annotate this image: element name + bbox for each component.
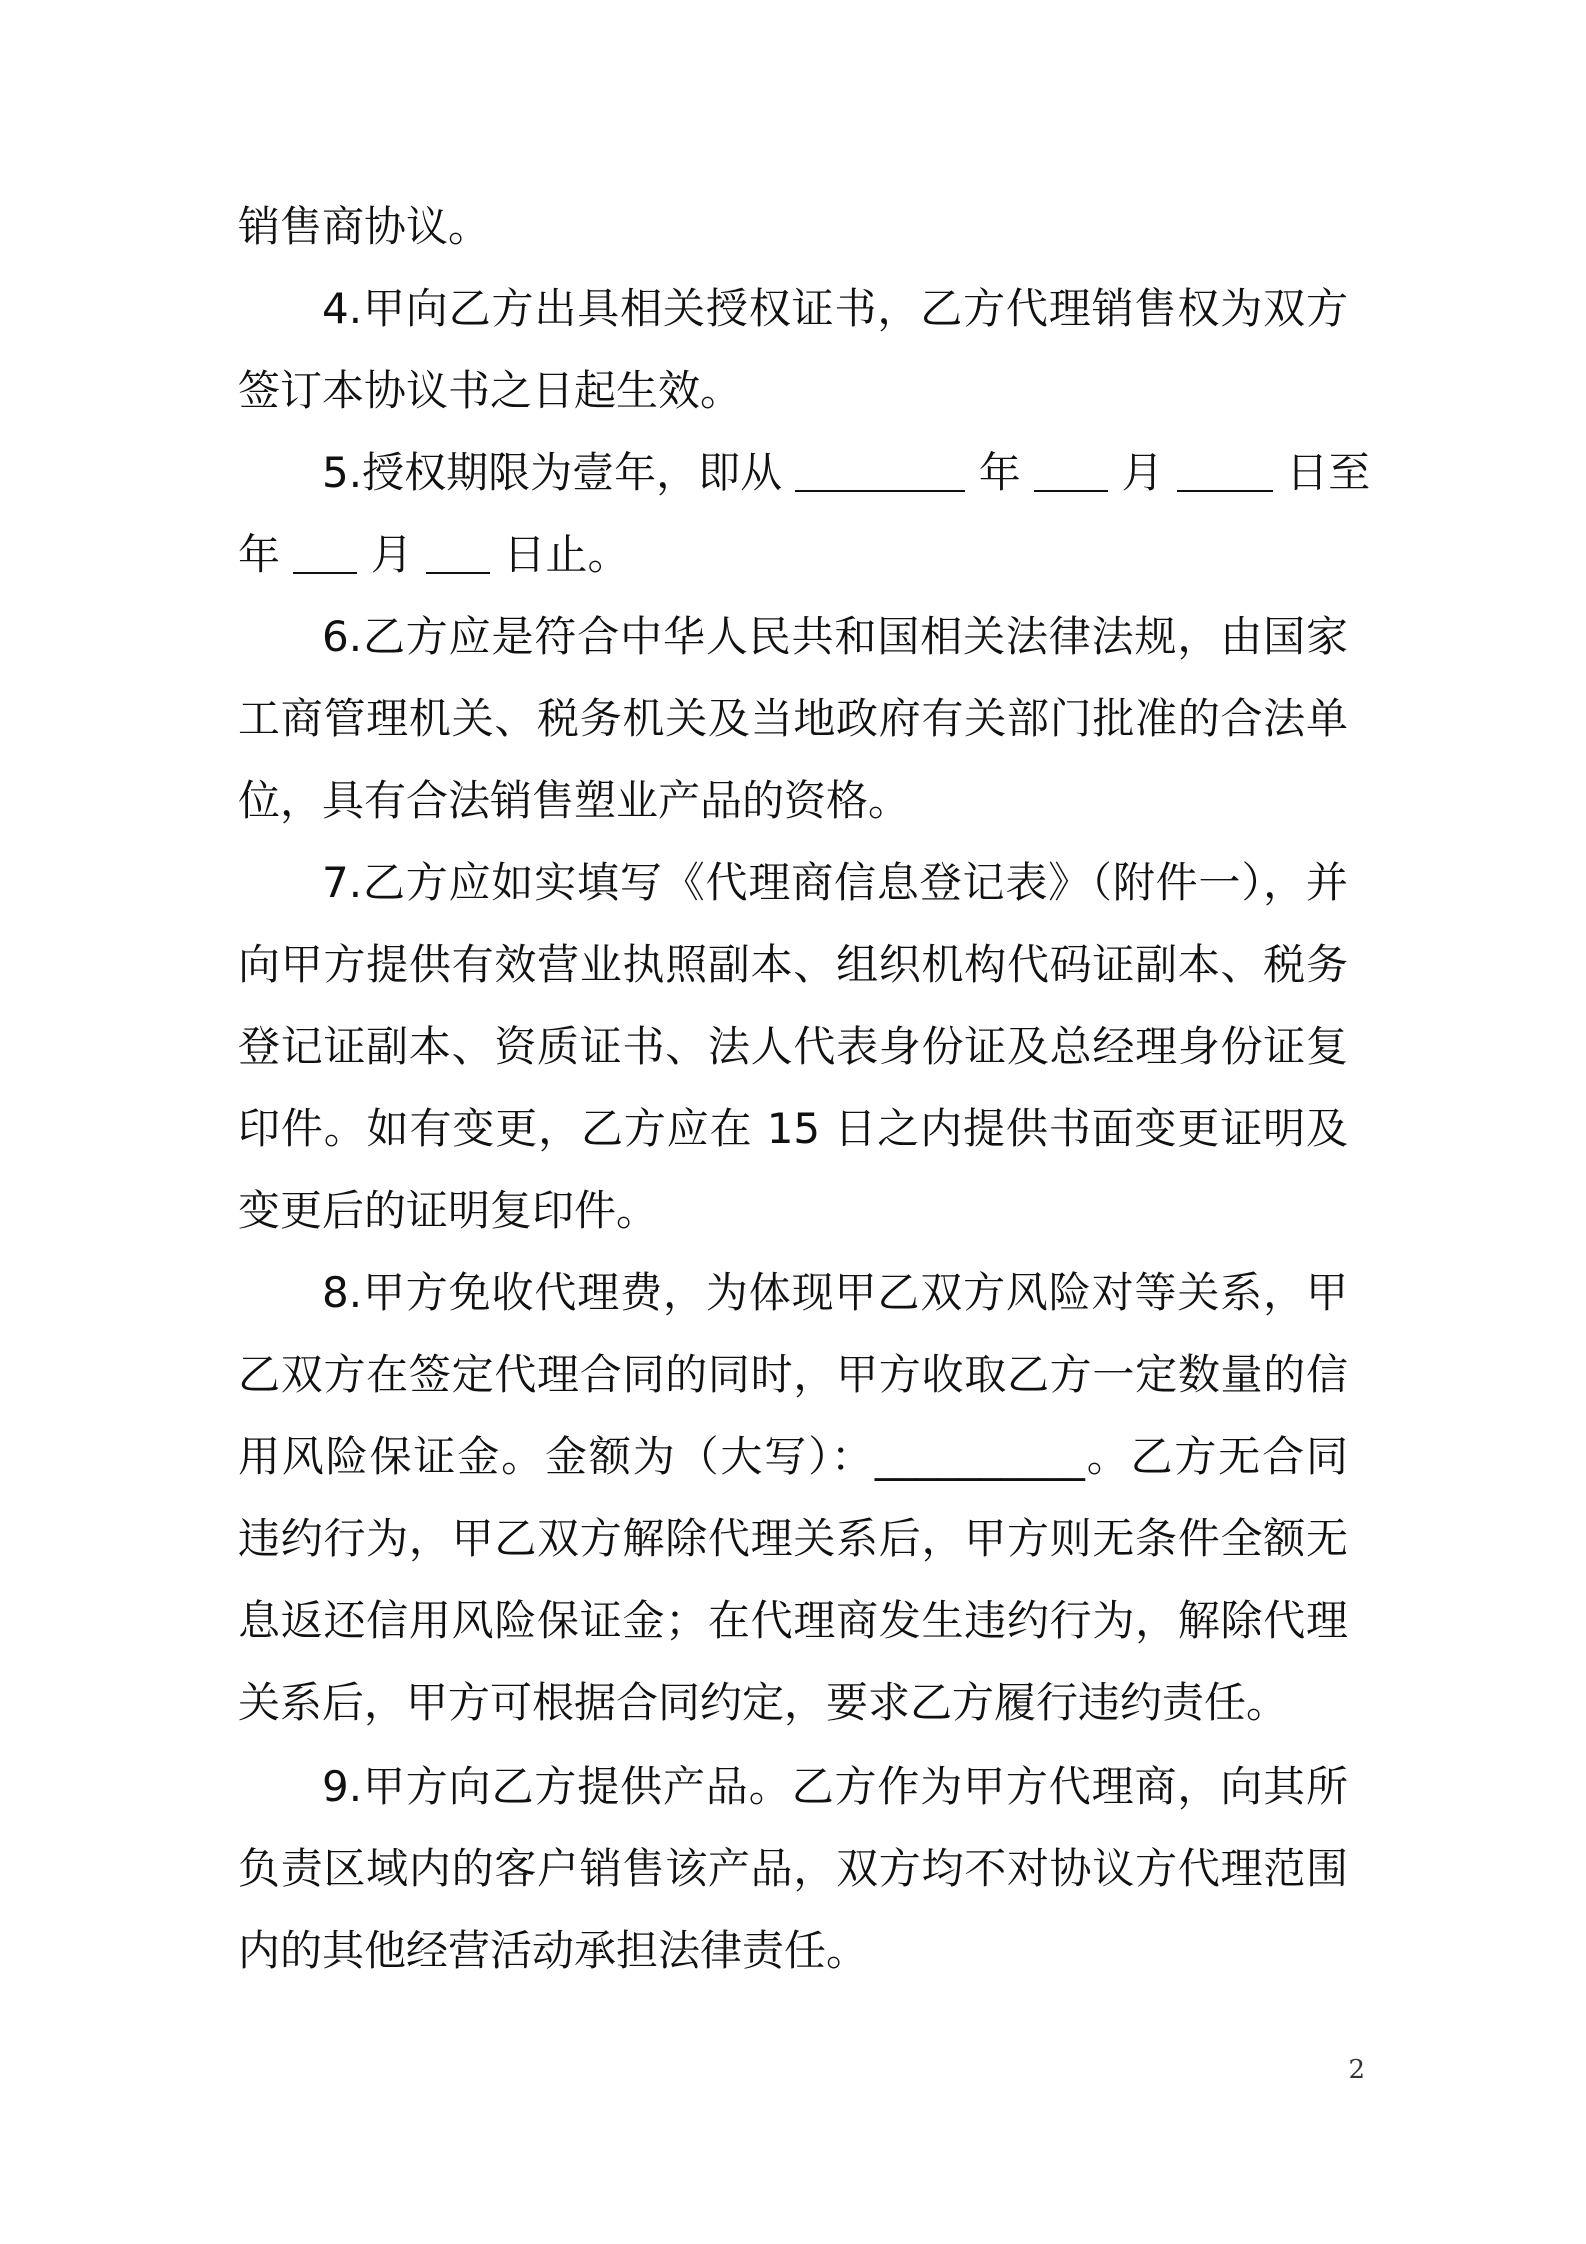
paragraph-line: 负责区域内的客户销售该产品，双方均不对协议方代理范围: [238, 1844, 1348, 1893]
paragraph-line: 关系后，甲方可根据合同约定，要求乙方履行违约责任。: [238, 1678, 1289, 1727]
term-prefix: 5.授权期限为壹年，即从: [322, 448, 783, 497]
end-month-blank[interactable]: [293, 520, 357, 574]
term-month-label: 月: [1121, 448, 1164, 497]
paragraph-line: 9.甲方向乙方提供产品。乙方作为甲方代理商，向其所: [322, 1762, 1348, 1811]
paragraph-line: 6.乙方应是符合中华人民共和国相关法律法规，由国家: [322, 612, 1348, 661]
end-day-blank[interactable]: [426, 520, 490, 574]
paragraph-line: 位，具有合法销售塑业产品的资格。: [238, 776, 911, 825]
paragraph-line: 用风险保证金。金额为（大写）：__________。乙方无合同: [238, 1432, 1348, 1481]
authorization-term-line: [322, 438, 1371, 508]
paragraph-line: 印件。如有变更，乙方应在 15 日之内提供书面变更证明及: [238, 1104, 1348, 1153]
start-month-blank[interactable]: [1034, 438, 1108, 492]
paragraph-line: 违约行为，甲乙双方解除代理关系后，甲方则无条件全额无: [238, 1514, 1348, 1563]
paragraph-line: 4.甲向乙方出具相关授权证书，乙方代理销售权为双方: [322, 284, 1348, 333]
paragraph-line: 工商管理机关、税务机关及当地政府有关部门批准的合法单: [238, 694, 1348, 743]
paragraph-line: 7.乙方应如实填写《代理商信息登记表》（附件一），并: [322, 858, 1348, 907]
page-number: 2: [1348, 2055, 1365, 2085]
paragraph-line: 向甲方提供有效营业执照副本、组织机构代码证副本、税务: [238, 940, 1348, 989]
start-year-blank[interactable]: [795, 438, 965, 492]
authorization-term-line-end: [238, 520, 1348, 590]
paragraph-line: 内的其他经营活动承担法律责任。: [238, 1926, 869, 1975]
end-year-label: 年: [238, 530, 281, 579]
paragraph-line: 签订本协议书之日起生效。: [238, 366, 743, 415]
term-year-label: 年: [978, 448, 1021, 497]
paragraph-line: 登记证副本、资质证书、法人代表身份证及总经理身份证复: [238, 1022, 1348, 1071]
paragraph-line: 乙双方在签定代理合同的同时，甲方收取乙方一定数量的信: [238, 1350, 1348, 1399]
paragraph-line: 销售商协议。: [238, 202, 491, 251]
paragraph-line: 8.甲方免收代理费，为体现甲乙双方风险对等关系，甲: [322, 1268, 1348, 1317]
end-month-label: 月: [370, 530, 413, 579]
paragraph-line: 变更后的证明复印件。: [238, 1186, 659, 1235]
paragraph-line: 息返还信用风险保证金；在代理商发生违约行为，解除代理: [238, 1596, 1348, 1645]
term-day-to-label: 日至: [1286, 448, 1371, 497]
end-day-label: 日止。: [503, 530, 630, 579]
start-day-blank[interactable]: [1177, 438, 1273, 492]
